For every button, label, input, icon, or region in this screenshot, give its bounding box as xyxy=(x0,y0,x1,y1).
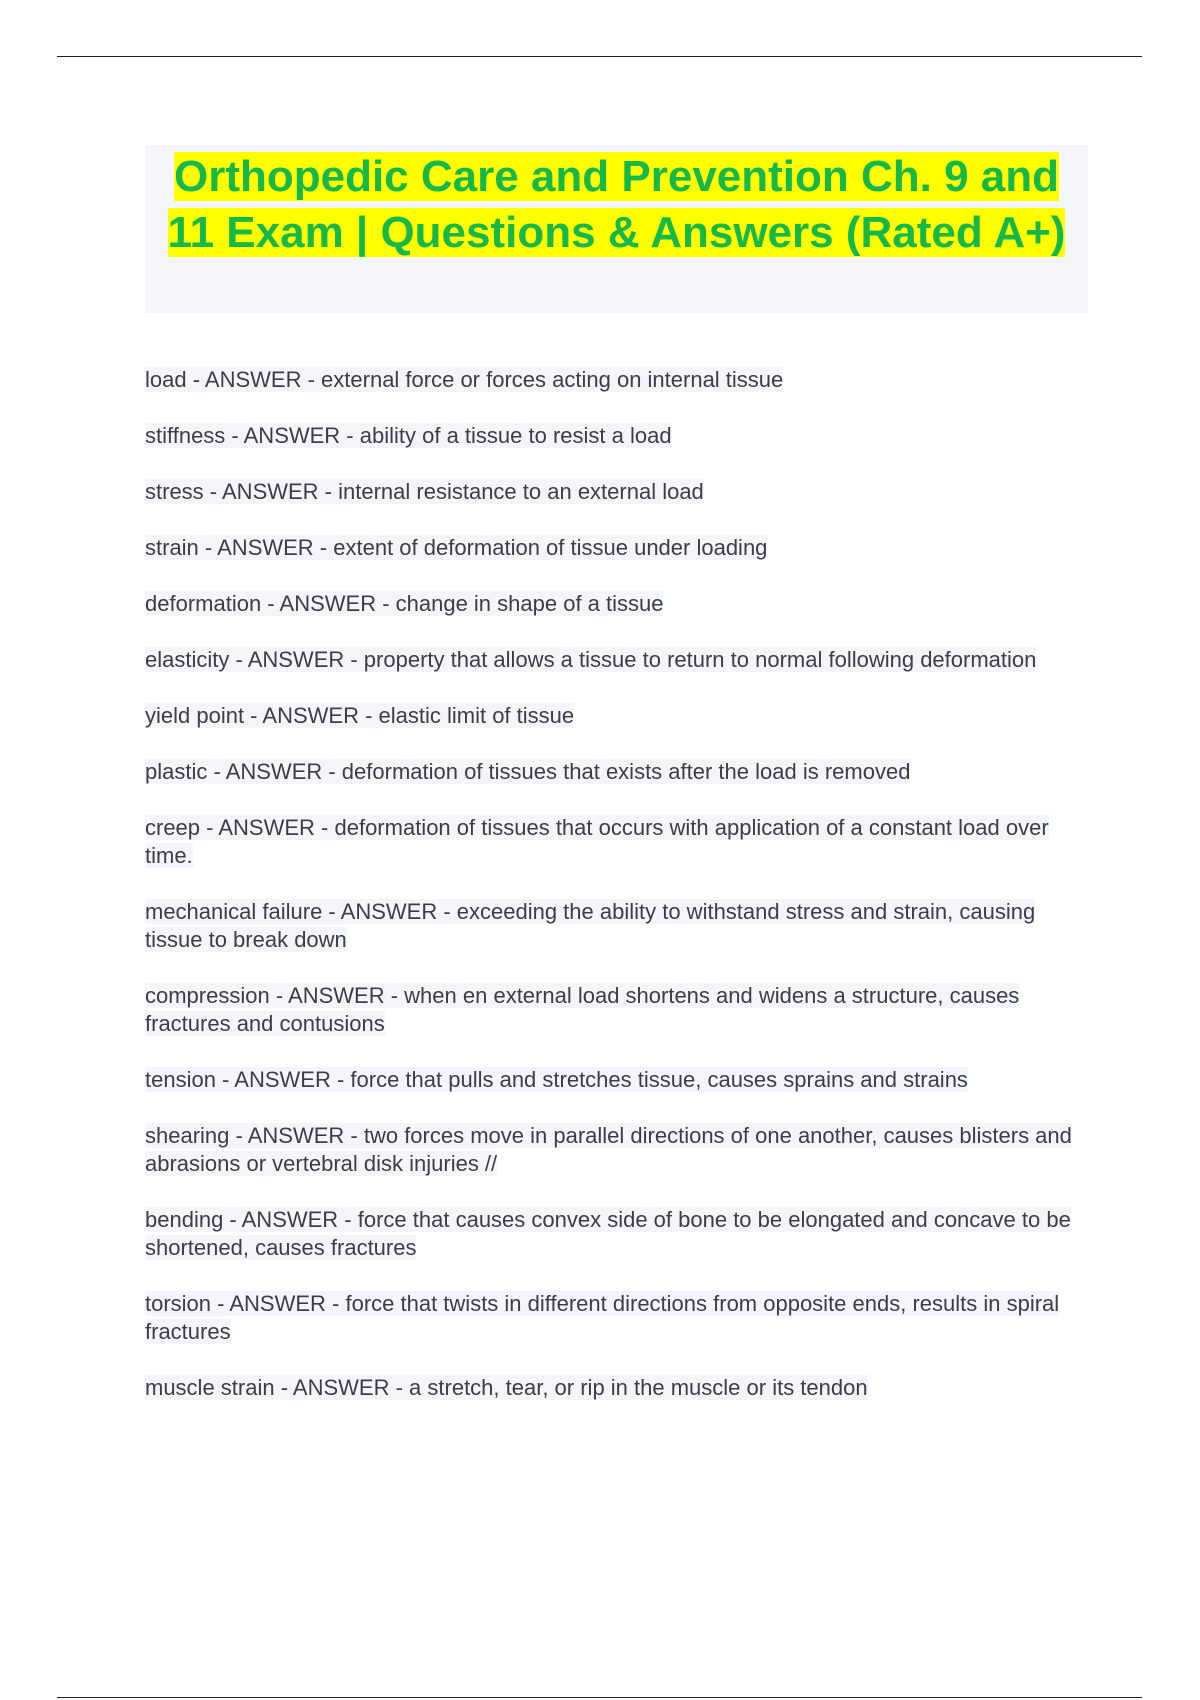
qa-item-tension xyxy=(145,1066,1095,1094)
qa-text: mechanical failure - ANSWER - exceeding the ability to withstand stress and strain, causing tissue to break down xyxy=(145,899,1036,952)
qa-item-plastic xyxy=(145,758,1095,786)
qa-text: compression - ANSWER - when en external load shortens and widens a structure, causes fractures and contusions xyxy=(145,983,1020,1036)
qa-item-muscle-strain xyxy=(145,1374,1095,1402)
qa-item-compression xyxy=(145,982,1095,1038)
qa-text: torsion - ANSWER - force that twists in different directions from opposite ends, results in spiral fractures xyxy=(145,1291,1060,1344)
qa-item-load xyxy=(145,366,1095,394)
qa-item-torsion xyxy=(145,1290,1095,1346)
qa-item-shearing xyxy=(145,1122,1095,1178)
qa-text: load - ANSWER - external force or forces acting on internal tissue xyxy=(145,367,784,392)
qa-text: muscle strain - ANSWER - a stretch, tear, or rip in the muscle or its tendon xyxy=(145,1375,868,1400)
qa-text: stress - ANSWER - internal resistance to an external load xyxy=(145,479,704,504)
qa-item-deformation xyxy=(145,590,1095,618)
qa-item-bending xyxy=(145,1206,1095,1262)
qa-list xyxy=(145,366,1095,1430)
qa-text: strain - ANSWER - extent of deformation of tissue under loading xyxy=(145,535,768,560)
qa-text: shearing - ANSWER - two forces move in parallel directions of one another, causes blisters and abrasions or vertebral disk injuries // xyxy=(145,1123,1072,1176)
qa-item-creep xyxy=(145,814,1095,870)
qa-text: creep - ANSWER - deformation of tissues that occurs with application of a constant load over time. xyxy=(145,815,1049,868)
qa-text: stiffness - ANSWER - ability of a tissue to resist a load xyxy=(145,423,672,448)
qa-text: deformation - ANSWER - change in shape of a tissue xyxy=(145,591,664,616)
qa-item-mechanical-failure xyxy=(145,898,1095,954)
qa-item-stiffness xyxy=(145,422,1095,450)
top-rule xyxy=(57,56,1142,57)
qa-text: plastic - ANSWER - deformation of tissues that exists after the load is removed xyxy=(145,759,911,784)
qa-text: yield point - ANSWER - elastic limit of tissue xyxy=(145,703,575,728)
qa-item-stress xyxy=(145,478,1095,506)
title-block xyxy=(145,145,1088,313)
document-title: Orthopedic Care and Prevention Ch. 9 and 11 Exam | Questions & Answers (Rated A+) xyxy=(167,152,1066,257)
qa-item-yield-point xyxy=(145,702,1095,730)
bottom-rule xyxy=(57,1697,1142,1698)
qa-text: elasticity - ANSWER - property that allows a tissue to return to normal following deformation xyxy=(145,647,1037,672)
qa-text: tension - ANSWER - force that pulls and stretches tissue, causes sprains and strains xyxy=(145,1067,968,1092)
qa-item-strain xyxy=(145,534,1095,562)
qa-text: bending - ANSWER - force that causes convex side of bone to be elongated and concave to be shortened, causes fractures xyxy=(145,1207,1071,1260)
qa-item-elasticity xyxy=(145,646,1095,674)
